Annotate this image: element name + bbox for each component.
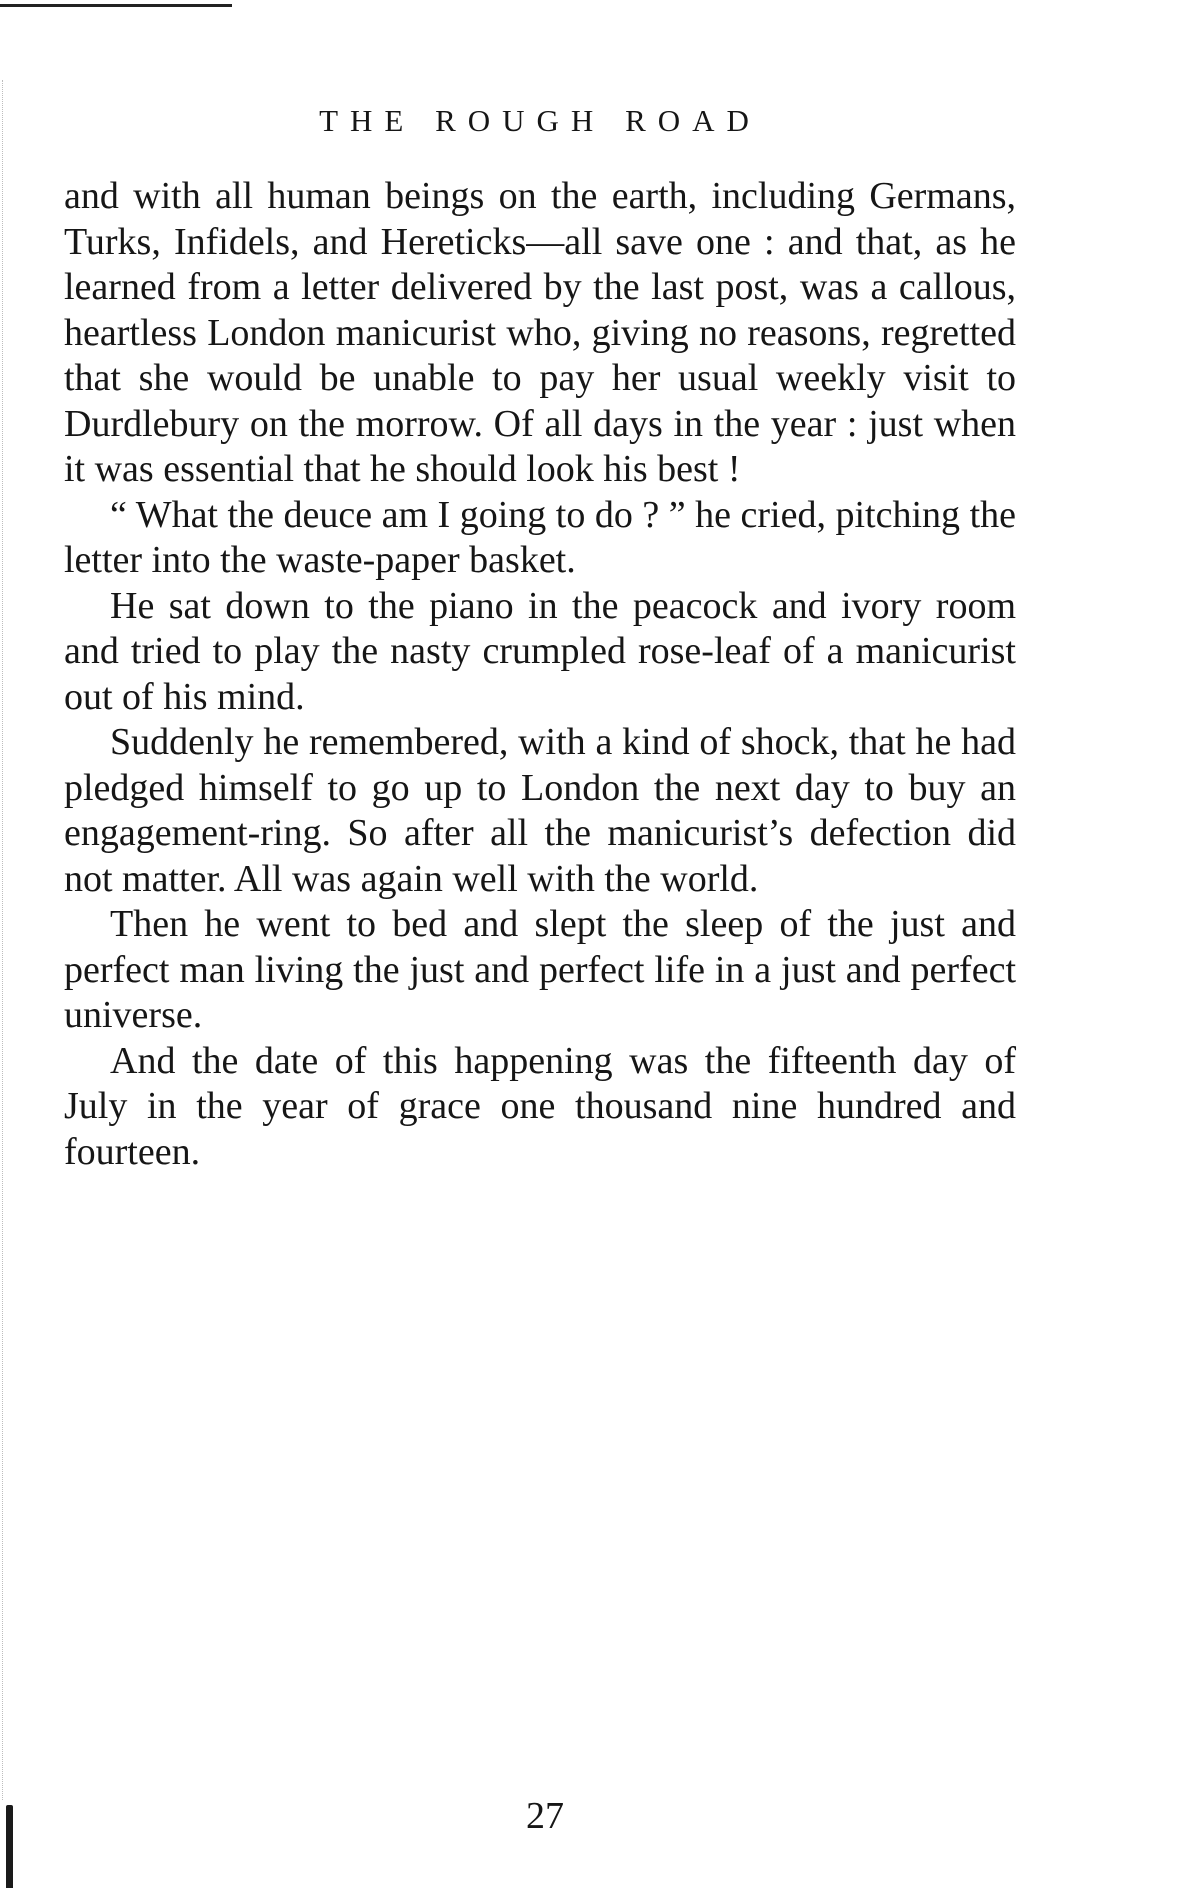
running-head: THE ROUGH ROAD bbox=[319, 103, 761, 138]
paragraph-2: “ What the deuce am I going to do ? ” he cried, pitching the letter into the waste-paper basket. bbox=[64, 493, 1016, 581]
page-left-edge bbox=[2, 80, 4, 1800]
body-text bbox=[64, 174, 1016, 1175]
paragraph-4: Suddenly he remembered, with a kind of shock, that he had pledged himself to go up to London the next day to buy an engagement-ring. So after all the manicurist’s defection did not matter. All was again well with the world. bbox=[64, 721, 1016, 900]
paragraph-6: And the date of this happening was the fifteenth day of July in the year of grace one thousand nine hundred and fourteen. bbox=[64, 1039, 1016, 1173]
paragraph-3: He sat down to the piano in the peacock and ivory room and tried to play the nasty crumpled rose-leaf of a manicurist out of his mind. bbox=[64, 584, 1016, 718]
paragraph-5: Then he went to bed and slept the sleep of the just and perfect man living the just and perfect life in a just and perfect universe. bbox=[64, 903, 1016, 1036]
page-number: 27 bbox=[526, 1795, 564, 1837]
top-edge-rule bbox=[0, 4, 232, 7]
paragraph-1: and with all human beings on the earth, including Germans, Turks, Infidels, and Hereticks—all save one : and that, as he learned from a letter delivered by the last post, was a callous, heartless London manicurist who, giving no reasons, regretted that she would be unable to pay her usual weekly visit to Durdlebury on the morrow. Of all days in the year : just when it was essential that he should look his best ! bbox=[64, 175, 1016, 490]
